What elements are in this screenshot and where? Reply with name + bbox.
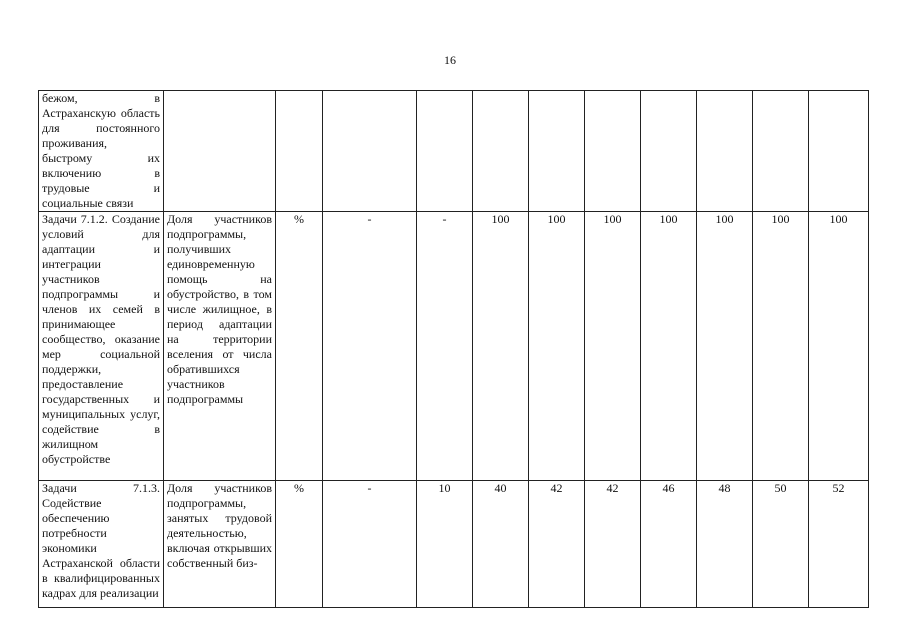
- value-cell: [417, 91, 473, 212]
- value-cell: 46: [641, 481, 697, 608]
- unit-cell: %: [276, 212, 323, 481]
- value-cell: [641, 91, 697, 212]
- indicator-cell: Доля участников подпрограммы, занятых трудовой деятельностью, включая открывших собственный биз-: [164, 481, 276, 608]
- value-cell: [753, 91, 809, 212]
- value-cell: 100: [529, 212, 585, 481]
- value-cell: 100: [697, 212, 753, 481]
- table-row: [39, 212, 869, 481]
- value-cell: 100: [585, 212, 641, 481]
- value-cell: -: [417, 212, 473, 481]
- value-cell: [323, 91, 417, 212]
- value-cell: 10: [417, 481, 473, 608]
- task-cell: Задачи 7.1.3. Содействие обеспечению потребности экономики Астраханской области в квалифицированных кадрах для реализации: [39, 481, 164, 608]
- indicator-cell: Доля участников подпрограммы, получивших единовременную помощь на обустройство, в том числе жилищное, в период адаптации на территории вселения от числа обратившихся участников подпрограммы: [164, 212, 276, 481]
- value-cell: [585, 91, 641, 212]
- unit-cell: %: [276, 481, 323, 608]
- value-cell: 40: [473, 481, 529, 608]
- value-cell: 50: [753, 481, 809, 608]
- value-cell: 100: [753, 212, 809, 481]
- value-cell: 100: [473, 212, 529, 481]
- unit-cell: [276, 91, 323, 212]
- indicator-table: [38, 90, 869, 608]
- value-cell: [697, 91, 753, 212]
- value-cell: 42: [529, 481, 585, 608]
- value-cell: 48: [697, 481, 753, 608]
- task-cell: бежом, в Астраханскую область для постоянного проживания, быстрому их включению в трудовые и социальные связи: [39, 91, 164, 212]
- task-cell: Задачи 7.1.2. Создание условий для адаптации и интеграции участников подпрограммы и членов их семей в принимающее сообщество, оказание мер социальной поддержки, предоставление государственных и муниципальных услуг, содействие в жилищном обустройстве: [39, 212, 164, 481]
- value-cell: [529, 91, 585, 212]
- value-cell: -: [323, 481, 417, 608]
- value-cell: [809, 91, 869, 212]
- value-cell: 100: [809, 212, 869, 481]
- value-cell: 100: [641, 212, 697, 481]
- value-cell: 52: [809, 481, 869, 608]
- page-number: 16: [444, 53, 456, 67]
- table-row: [39, 91, 869, 212]
- indicator-cell: [164, 91, 276, 212]
- table-row: [39, 481, 869, 608]
- value-cell: -: [323, 212, 417, 481]
- value-cell: 42: [585, 481, 641, 608]
- value-cell: [473, 91, 529, 212]
